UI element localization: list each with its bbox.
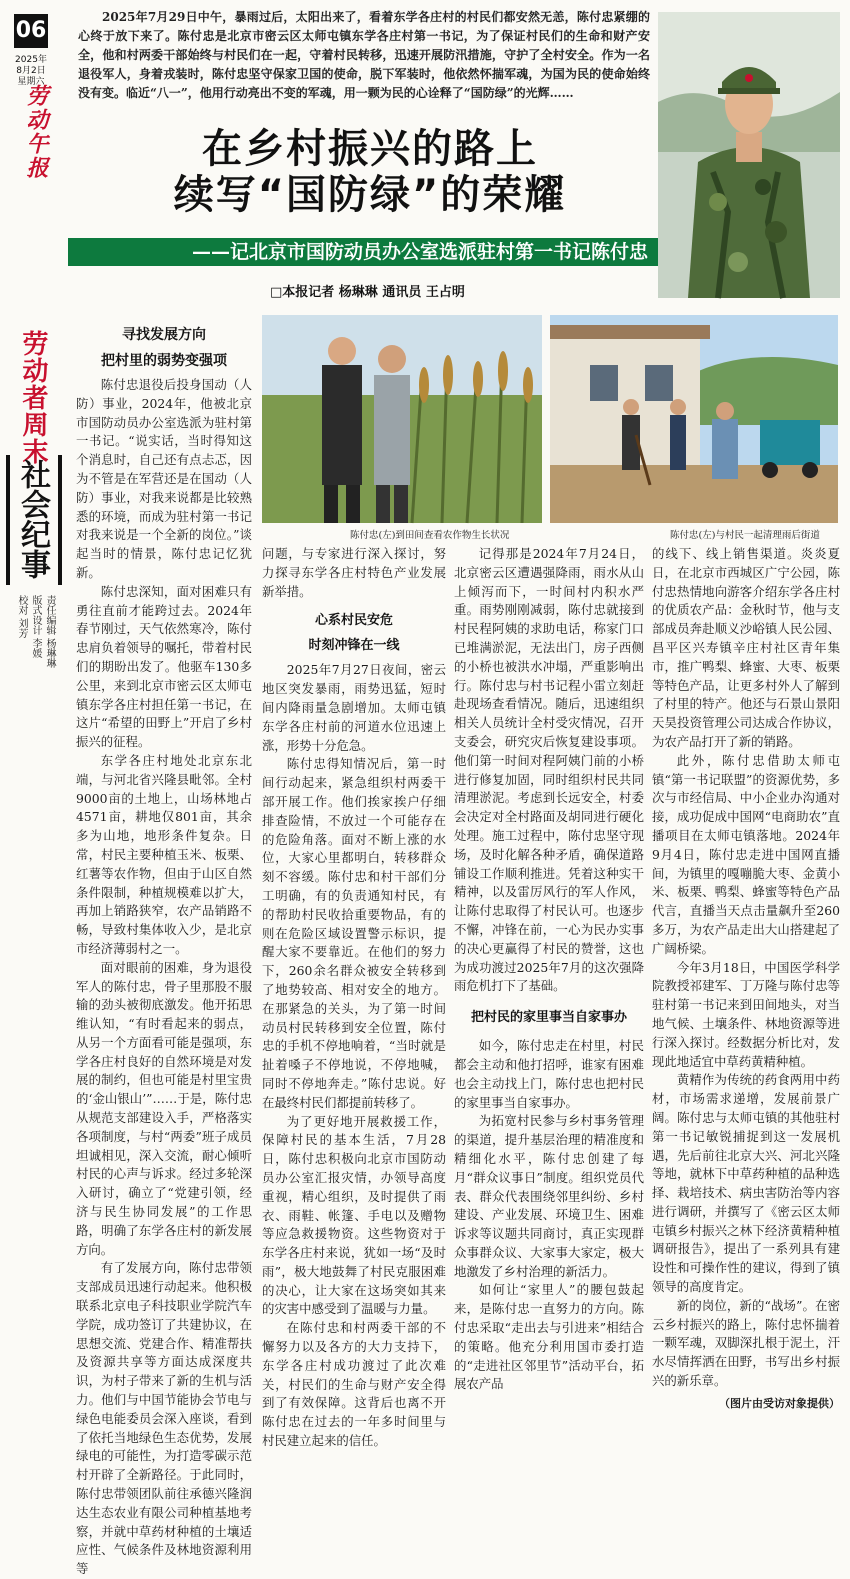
lead-paragraph: 2025年7月29日中午，暴雨过后，太阳出来了，看着东学各庄村的村民们都安然无恙，陈付忠紧绷的心终于放下来了。陈付忠是北京市密云区太师屯镇东学各庄村第一书记，为了保证村民们的生命和财产安全，他和村两委干部始终与村民们在一起，守着村民转移，迅速开展防汛措施，守护了全村安全。作为一名退役军人，身着戎装时，陈付忠坚守保家卫国的使命，脱下军装时，他依然怀揣军魂，为国为民的使命始终没有变。临近“八一”，他用行动亮出不变的军魂，用一颗为民的心诠释了“国防绿”的光辉…… bbox=[78, 10, 650, 100]
photo-caption-2: 陈付忠(左)与村民一起清理雨后街道 bbox=[670, 530, 820, 541]
section-heading-3: 把村民的家里事当自家事办 bbox=[470, 1010, 627, 1026]
subtitle: ——记北京市国防动员办公室选派驻村第一书记陈付忠 bbox=[191, 241, 648, 263]
section-heading-1a: 寻找发展方向 bbox=[122, 327, 206, 343]
editor-credit: 校对 刘芳 bbox=[16, 595, 27, 639]
paragraph: 新的岗位，新的“战场”。在密云乡村振兴的路上，陈付忠怀揣着一颗军魂，双脚深扎根于泥土，汗水尽情挥洒在田野，书写出乡村振兴的新乐章。 bbox=[652, 1297, 840, 1389]
portrait-illustration bbox=[658, 12, 840, 298]
section-title: 劳动者周末 bbox=[18, 330, 48, 465]
article-column-1 bbox=[76, 320, 252, 1577]
paragraph: 为了更好地开展救援工作，保障村民的基本生活，7月28日，陈付忠积极向北京市国防动员办公室汇报灾情，办领导高度重视，精心组织，及时提供了雨衣、雨鞋、帐篷、手电以及赠物等应急救援物资。这些物资对于东学各庄村来说，犹如一场“及时雨”，极大地鼓舞了村民克服困难的决心，让大家在这场突如其来的灾害中感受到了温暖与力量。 bbox=[262, 1113, 446, 1317]
editor-credit: 责任编辑 杨琳琳 bbox=[44, 595, 55, 669]
page-number: 06 bbox=[14, 14, 48, 48]
section-heading-2a: 心系村民安危 bbox=[314, 613, 393, 629]
column-title: 社会纪事 bbox=[15, 459, 50, 579]
headline-line-1: 在乡村振兴的路上 bbox=[202, 126, 538, 172]
issue-month-day: 8月2日 bbox=[16, 66, 46, 76]
article-column-3 bbox=[454, 545, 644, 1392]
portrait-photo bbox=[658, 12, 840, 298]
paragraph: 2025年7月27日夜间，密云地区突发暴雨，雨势迅猛，短时间内降雨量急剧增加。太师屯镇东学各庄村前的河道水位迅速上涨，形势十分危急。 bbox=[262, 662, 446, 753]
paragraph: 如何让“家里人”的腰包鼓起来，是陈付忠一直努力的方向。陈付忠采取“走出去与引进来”相结合的策略。他充分利用国市委打造的“走进社区邻里节”活动平台，拓展农产品 bbox=[454, 1282, 644, 1392]
paragraph: 有了发展方向，陈付忠带领支部成员迅速行动起来。他积极联系北京电子科技职业学院汽车学院，成功签订了共建协议，在思想交流、党建合作、精准帮扶及资源共享等方面达成深度共识，为村子带来了新的生机与活力。他们与中国节能协会节电与绿色电能委员会深入座谈，看到了依托当地绿色生态优势，发展绿电的可能性，为打造零碳示范村开辟了全新路径。于此同时，陈付忠带领团队前往承德兴隆润达生态农业有限公司种植基地考察，并就中草药材种植的土壤适应性、气候条件及林地资源利用等 bbox=[76, 1260, 252, 1577]
editor-credits bbox=[14, 595, 56, 668]
paragraph: 记得那是2024年7月24日，北京密云区遭遇强降雨，雨水从山上倾泻而下，一时间村内积水严重。雨势刚刚减弱，陈付忠就接到村民程阿姨的求助电话，称家门口已堆满淤泥，无法出门，房子西侧的小桥也被洪水冲塌，严重影响出行。陈付忠与村书记程小雷立刻赶赴现场查看情况。随后，迅速组织相关人员统计全村受灾情况，召开支委会，研究灾后恢复建设事项。他们第一时间对程阿姨门前的小桥进行修复加固，同时组织村民共同清理淤泥。考虑到长远安全，村委会决定对全村路面及胡同进行硬化处理。施工过程中，陈付忠坚守现场，及时化解各种矛盾，确保道路铺设工作顺利推进。凭着这种实干精神，以及雷厉风行的军人作风，让陈付忠取得了村民认可。也逐步不懈，冲锋在前，一心为民办实事的决心更赢得了村民的赞誉，这也为成功渡过2025年7月的这次强降雨危机打下了基础。 bbox=[454, 546, 644, 994]
paragraph: 今年3月18日，中国医学科学院教授祁建军、丁万隆与陈付忠等驻村第一书记来到田间地头，对当地气候、土壤条件、林地资源等进行深入探讨。经数据分析比对，发现此地适宜中草药黄精种植。 bbox=[652, 959, 840, 1069]
photo-caption-1: 陈付忠(左)到田间查看农作物生长状况 bbox=[350, 530, 510, 541]
issue-weekday: 星期六 bbox=[17, 77, 45, 87]
field-illustration bbox=[262, 315, 542, 523]
headline bbox=[90, 126, 650, 218]
field-photo bbox=[262, 315, 542, 523]
paragraph: 为拓宽村民参与乡村事务管理的渠道，提升基层治理的精准度和精细化水平，陈付忠创建了每月“群众议事日”制度。组织党员代表、群众代表围绕邻里纠纷、乡村建设、产业发展、环境卫生、困难诉求等议题共同商讨，真正实现群众事群众议、大家事大家定，极大地激发了乡村治理的新活力。 bbox=[454, 1113, 644, 1279]
paragraph: 面对眼前的困难，身为退役军人的陈付忠，骨子里那股不服输的劲头被彻底激发。他开拓思维认知，“有时看起来的弱点，从另一个方面看可能是强项，东学各庄村良好的自然环境是对发展的制约，但也可能是村里宝贵的‘金山银山’”……于是，陈付忠从规范支部建设入手，严格落实各项制度，与村“两委”班子成员坦诚相见，深入交流，耐心倾听村民的心声与诉求。经过多轮深入研讨，确立了“党建引领，经济与民生协同发展”的工作思路，明确了东学各庄村的新发展方向。 bbox=[76, 959, 252, 1257]
street-illustration bbox=[550, 315, 838, 523]
paragraph: 在陈付忠和村两委干部的不懈努力以及各方的大力支持下，东学各庄村成功渡过了此次难关，村民们的生命与财产安全得到了有效保障。这背后也离不开陈付忠在过去的一年多时间里与村民建立起来的信任。 bbox=[262, 1320, 446, 1449]
section-heading-1b: 把村里的弱势变强项 bbox=[101, 353, 227, 369]
street-photo bbox=[550, 315, 838, 523]
byline: □本报记者 杨琳琳 通讯员 王占明 bbox=[270, 285, 465, 300]
editor-credit: 版式设计 李媛 bbox=[30, 595, 41, 659]
paragraph: 陈付忠退役后投身国动（人防）事业，2024年，他被北京市国防动员办公室选派为驻村第一书记。“说实话，当时得知这个消息时，自己还有点忐忑，因为不管是在军营还是在国动（人防）事业，对我来说都是比较熟悉的环境，而成为驻村第一书记对我来说是一个全新的岗位。”谈起当时的情景，陈付忠记忆犹新。 bbox=[76, 377, 252, 580]
paragraph: 此外，陈付忠借助太师屯镇“第一书记联盟”的资源优势，多次与市经信局、中小企业办沟通对接，成功促成中国网“电商助农”直播项目在太师屯镇落地。2024年9月4日，陈付忠走进中国网直播间，为镇里的嘎嘣脆大枣、金黄小米、板栗、鸭梨、蜂蜜等特色产品代言，直播当天点击量飙升至260多万，为农产品走出大山搭建起了广阔桥梁。 bbox=[652, 752, 840, 956]
paragraph: 问题，与专家进行深入探讨，努力探寻东学各庄村特色产业发展新举措。 bbox=[262, 546, 446, 599]
column-title-box bbox=[6, 455, 62, 585]
issue-year: 2025年 bbox=[15, 55, 47, 65]
paragraph: 东学各庄村地处北京东北端，与河北省兴隆县毗邻。全村9000亩的土地上，山场林地占4571亩，耕地仅801亩，其余多为山地，地形条件复杂。日常，村民主要种植玉米、板栗、红薯等农作物，但由于山区自然条件限制，种植规模难以扩大，再加上销路狭窄，农产品销路不畅，导致村集体收入少，是北京市经济薄弱村之一。 bbox=[76, 752, 252, 956]
paragraph: 陈付忠深知，面对困难只有勇往直前才能跨过去。2024年春节刚过，天气依然寒冷，陈付忠肩负着领导的嘱托，带着村民们的期盼出发了。他驱车130多公里，来到北京市密云区太师屯镇东学各庄村担任第一书记，在这片“希望的田野上”开启了乡村振兴的征程。 bbox=[76, 583, 252, 750]
paragraph: 如今，陈付忠走在村里，村民都会主动和他打招呼，谁家有困难也会主动找上门，陈付忠也把村民的家里事当自家事办。 bbox=[454, 1038, 644, 1110]
headline-line-2: 续写“国防绿”的荣耀 bbox=[173, 172, 567, 218]
newspaper-logo: 劳动午报 bbox=[23, 84, 49, 180]
article-column-2 bbox=[262, 545, 446, 1449]
photo-credit: （图片由受访对象提供） bbox=[719, 1396, 840, 1410]
paragraph: 的线下、线上销售渠道。炎炎夏日，在北京市西城区广宁公园，陈付忠热情地向游客介绍东学各庄村的优质农产品：金秋时节，他与支部成员奔赴顺义沙峪镇人民公园、昌平区兴寿镇辛庄村社区青年集市，推广鸭梨、蜂蜜、大枣、板栗等特色产品，让更多村外人了解到了村里的特产。他还与石景山景阳天昊投资管理公司达成合作协议，为农产品打开了新的销路。 bbox=[652, 546, 840, 749]
paragraph: 陈付忠得知情况后，第一时间行动起来，紧急组织村两委干部开展工作。他们挨家挨户仔细排查险情，不放过一个可能存在的危险角落。面对不断上涨的水位，大家心里都明白，转移群众刻不容缓。陈付忠和村干部们分工明确，有的负责通知村民，有的帮助村民收拾重要物品，有的则在危险区域设置警示标识，提醒大家不要靠近。在他们的努力下，260余名群众被安全转移到了地势较高、相对安全的地方。在那紧急的关头，为了第一时间动员村民转移到安全位置，陈付忠的手机不停地响着，“当时就是扯着嗓子不停地说，不停地喊，同时不停地奔走。”陈付忠说。好在最终村民们都提前转移了。 bbox=[262, 756, 446, 1110]
section-heading-2b: 时刻冲锋在一线 bbox=[308, 638, 400, 654]
paragraph: 黄精作为传统的药食两用中药材，市场需求递增，发展前景广阔。陈付忠与太师屯镇的其他驻村第一书记敏锐捕捉到这一发展机遇，先后前往北京大兴、河北兴隆等地，就林下中草药种植的品种选择、栽培技术、病虫害防治等内容进行调研，并撰写了《密云区太师屯镇乡村振兴之林下经济黄精种植调研报告》，提出了一系列具有建设性和可操作性的建议，得到了镇领导的高度肯定。 bbox=[652, 1072, 840, 1295]
article-column-4 bbox=[652, 545, 840, 1410]
